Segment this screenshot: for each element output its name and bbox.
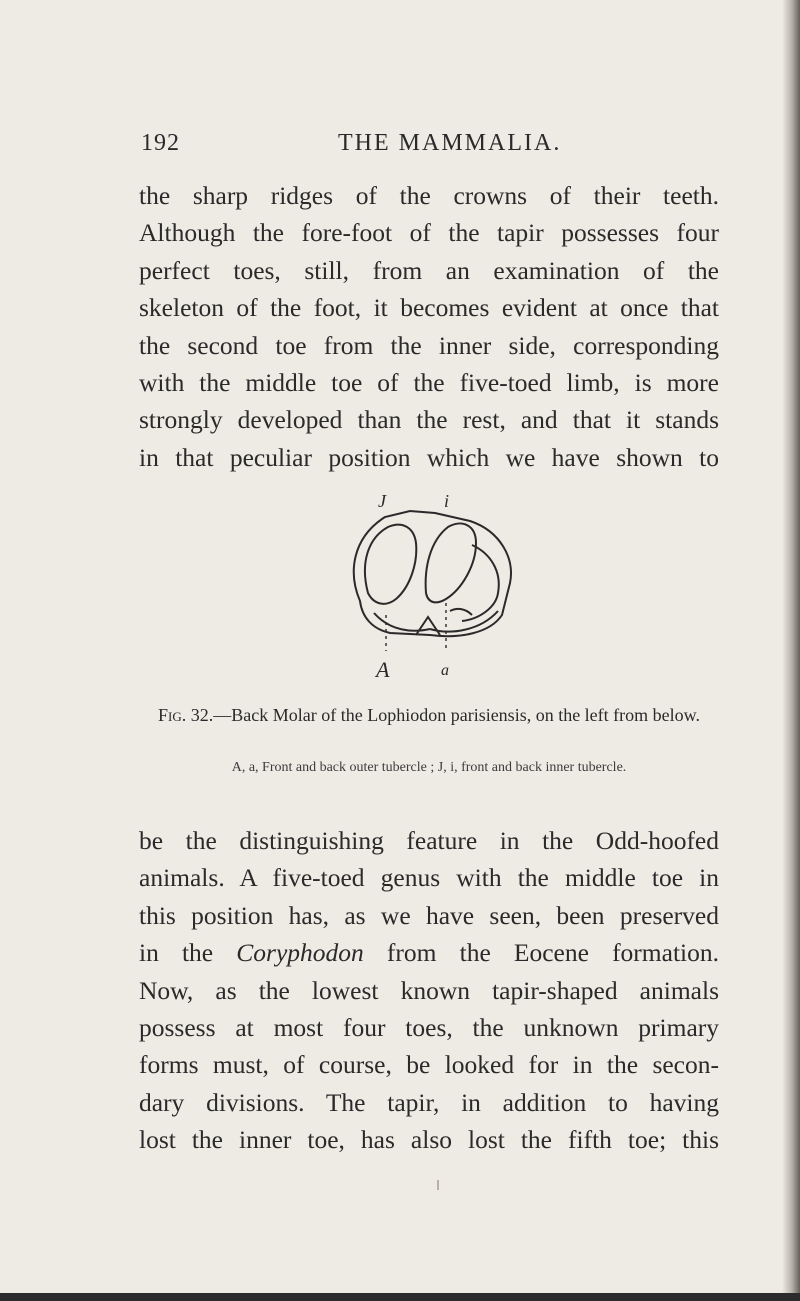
text-line: dary divisions. The tapir, in addition to having xyxy=(139,1087,719,1117)
text-line: lost the inner toe, has also lost the fifth toe; this xyxy=(139,1125,719,1155)
figure-label-a: a xyxy=(441,662,449,679)
text-line: skeleton of the foot, it becomes evident at once that xyxy=(139,293,719,323)
text-line: Although the fore-foot of the tapir possesses four xyxy=(139,218,719,248)
paper-speck xyxy=(437,1180,439,1190)
figure-label-J: J xyxy=(378,491,386,511)
text-line: possess at most four toes, the unknown primary xyxy=(139,1013,719,1043)
text-segment: from the Eocene formation. xyxy=(386,938,719,968)
paragraph-2 xyxy=(139,822,719,1159)
text-line: strongly developed than the rest, and that it stands xyxy=(139,405,719,435)
molar-illustration xyxy=(330,483,540,683)
figure-label-i: i xyxy=(444,491,450,511)
molar-drawing xyxy=(354,511,511,651)
figure-caption-label: Fig. 32. xyxy=(158,705,214,725)
text-line-with-italic xyxy=(139,934,719,971)
figure-caption-text: —Back Molar of the Lophiodon parisiensis, on the left from below. xyxy=(213,705,700,725)
page-header xyxy=(0,130,800,164)
figure-label-A: A xyxy=(376,657,390,682)
text-line: Now, as the lowest known tapir-shaped animals xyxy=(139,975,719,1005)
text-line: in that peculiar position which we have shown to xyxy=(139,442,719,472)
text-line: be the distinguishing feature in the Odd-hoofed xyxy=(139,826,719,855)
text-line: animals. A five-toed genus with the middle toe in xyxy=(139,863,719,893)
page-bottom-edge xyxy=(0,1293,800,1301)
text-line: the sharp ridges of the crowns of their teeth. xyxy=(139,181,719,210)
genus-name-italic: Coryphodon xyxy=(236,938,364,968)
text-line: this position has, as we have seen, been preserved xyxy=(139,900,719,930)
figure-legend: A, a, Front and back outer tubercle ; J, i, front and back inner tubercle. xyxy=(231,760,627,775)
text-line: the second toe from the inner side, corresponding xyxy=(139,330,719,360)
page-number: 192 xyxy=(141,130,180,156)
figure-caption xyxy=(139,704,719,726)
paragraph-1 xyxy=(139,177,719,476)
page-edge-shadow xyxy=(782,0,800,1301)
text-segment: in the xyxy=(139,938,214,968)
text-line: forms must, of course, be looked for in the secon- xyxy=(139,1050,719,1080)
text-line: with the middle toe of the five-toed limb, is more xyxy=(139,368,719,398)
running-head: THE MAMMALIA. xyxy=(338,130,562,156)
text-line: perfect toes, still, from an examination of the xyxy=(139,255,719,285)
